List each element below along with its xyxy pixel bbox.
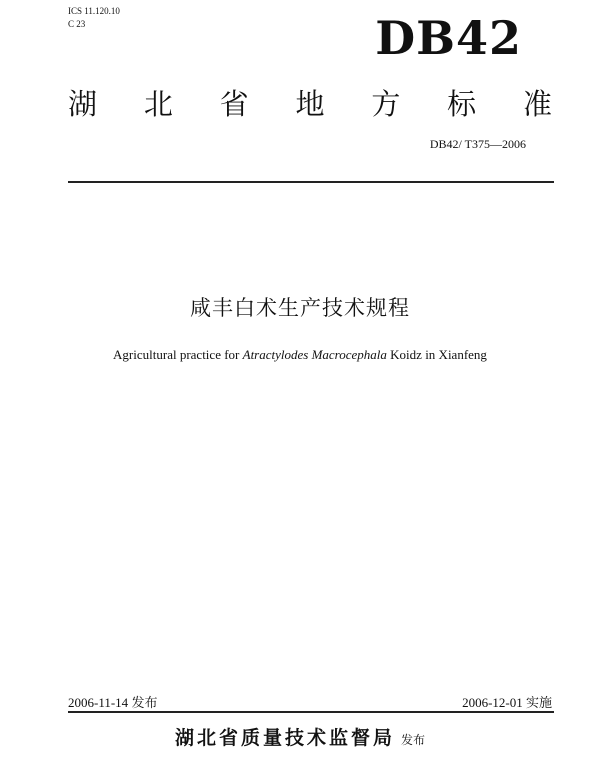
title-char: 准 xyxy=(522,86,552,121)
standard-code-logo: DB42 xyxy=(375,11,522,65)
bottom-divider xyxy=(68,711,554,713)
main-title: 咸丰白术生产技术规程 xyxy=(190,296,410,320)
issue-date-value: 2006-11-14 xyxy=(68,695,129,710)
english-title-species: Atractylodes Macrocephala xyxy=(242,347,387,362)
ics-code: ICS 11.120.10 xyxy=(68,6,120,16)
implement-date-value: 2006-12-01 xyxy=(462,695,523,710)
title-char: 标 xyxy=(447,86,477,121)
title-char: 省 xyxy=(219,86,249,121)
standard-type-title xyxy=(68,80,552,124)
title-char: 地 xyxy=(295,86,325,121)
issuer xyxy=(0,723,600,750)
english-title-prefix: Agricultural practice for xyxy=(113,347,243,362)
implement-date-label: 实施 xyxy=(525,695,552,710)
english-title xyxy=(0,347,600,363)
title-char: 方 xyxy=(371,86,401,121)
issuer-suffix: 发布 xyxy=(401,733,426,747)
english-title-suffix: Koidz in Xianfeng xyxy=(386,347,487,362)
document-number: DB42/ T375—2006 xyxy=(429,137,526,151)
title-char: 北 xyxy=(143,86,173,121)
issue-date xyxy=(68,692,157,711)
implement-date xyxy=(462,692,552,711)
title-char: 湖 xyxy=(68,86,98,121)
issuer-name: 湖北省质量技术监督局 xyxy=(174,727,395,749)
issue-date-label: 发布 xyxy=(131,695,158,710)
top-divider xyxy=(68,181,554,183)
classification-code: C 23 xyxy=(68,19,86,29)
